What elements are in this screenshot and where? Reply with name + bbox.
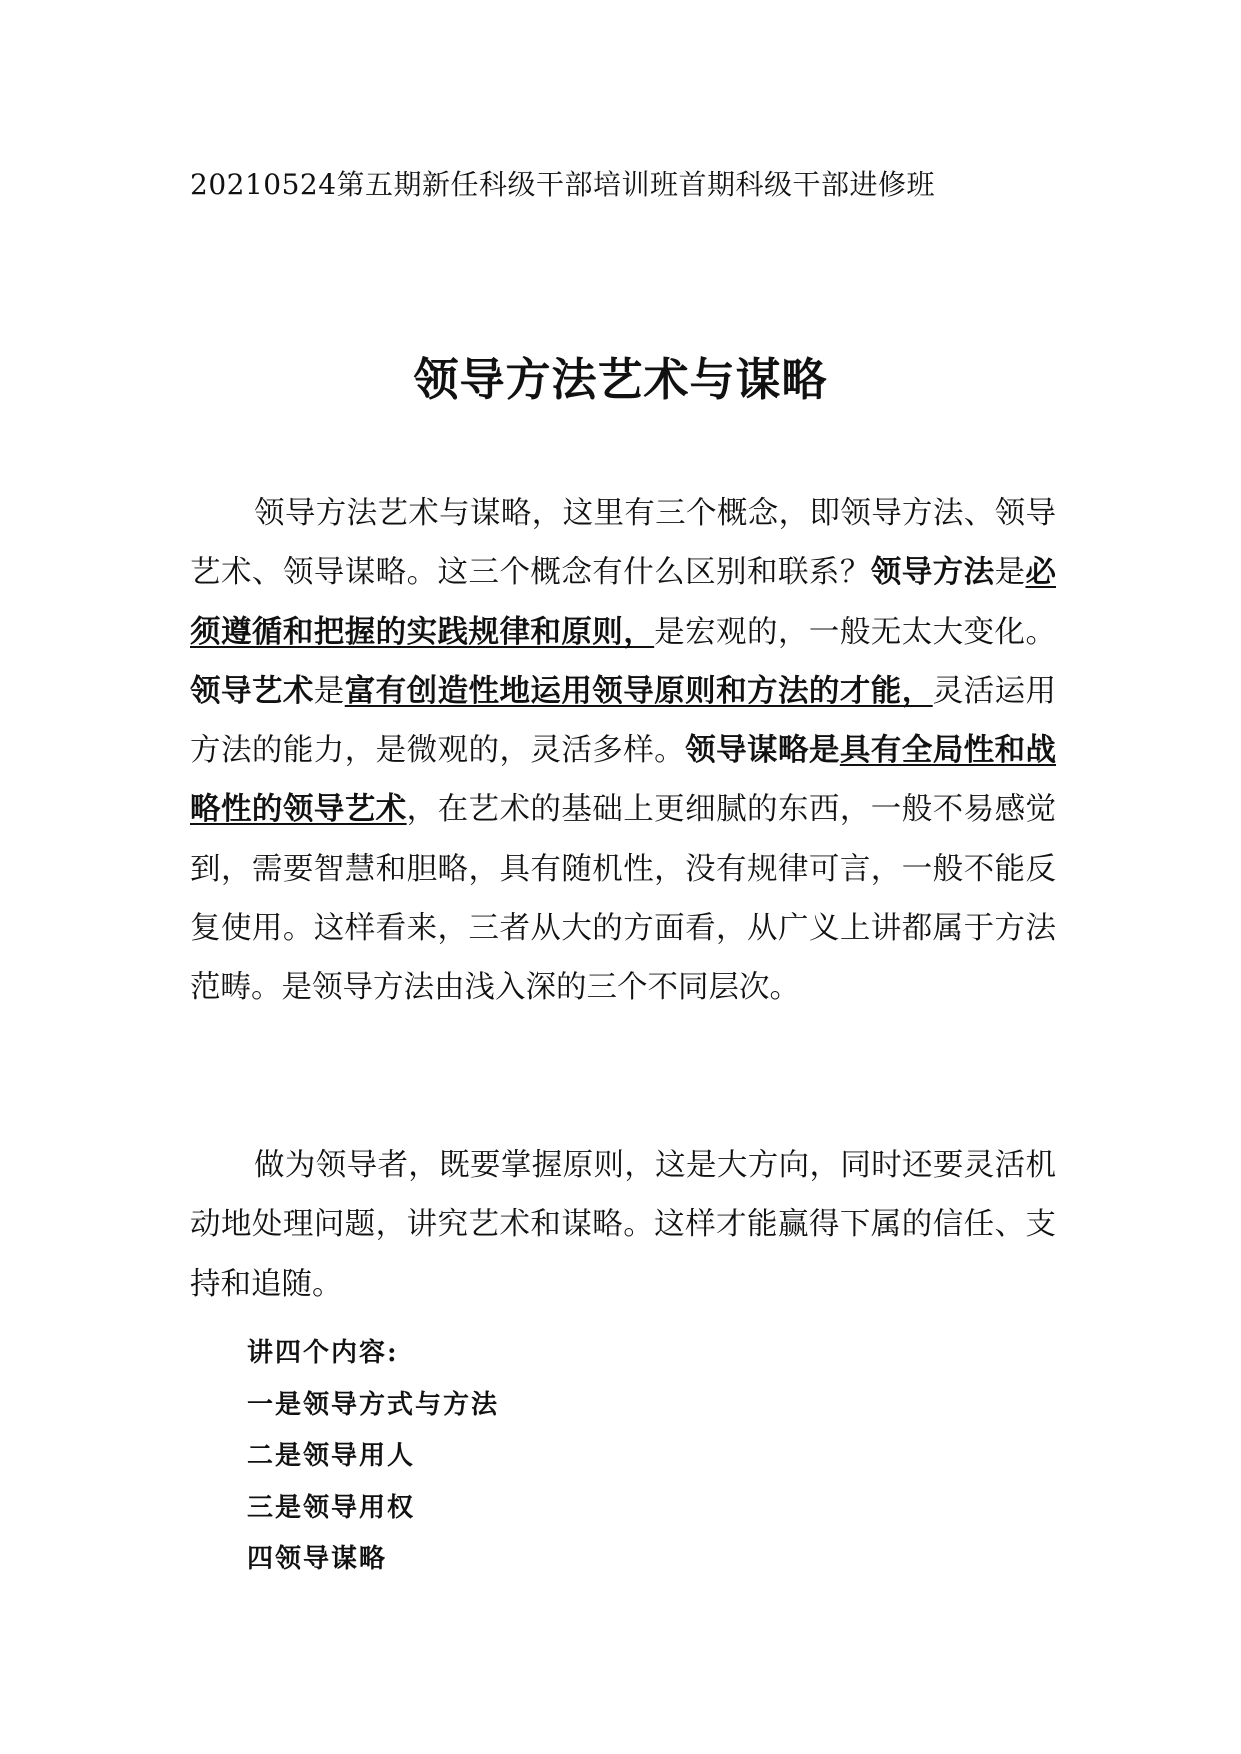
outline-item: 二是领导用人: [247, 1441, 416, 1471]
paragraph-text: 是: [994, 555, 1026, 591]
course-header: 20210524第五期新任科级干部培训班首期科级干部进修班: [190, 168, 936, 201]
term-leadership-method: 领导方法: [870, 554, 995, 591]
paragraph-text: ，在艺术的基础上更细腻的东西，一般不易感觉到，需要智慧和胆略，具有随机性，没有规律可言，一般不能反复使用。这样看来，三者从大的方面看，从广义上讲都属于方法范畴。是领导方法由浅入深的三个不同层次。: [190, 792, 1057, 1006]
definition-leadership-art: 富有创造性地运用领导原则和方法的才能，: [344, 672, 933, 709]
paragraph-text: 是宏观的，一般无太大变化。: [654, 614, 1057, 650]
outline-heading: 讲四个内容:: [247, 1338, 399, 1368]
paragraph-text: 领导方法艺术与谋略，这里有三个概念，即领导方法、领导艺术、领导谋略。这三个概念有什么区别和联系？: [190, 496, 1056, 591]
paragraph-text: 是: [313, 673, 345, 709]
outline-item: 一是领导方式与方法: [247, 1389, 500, 1420]
content-outline: [247, 1328, 499, 1586]
definition-leadership-strategy: 具有全局性和战略性的领导艺术: [190, 732, 1057, 828]
paragraph-text: 灵活运用方法的能力，是微观的，灵活多样。: [190, 673, 1057, 769]
outline-item: 三是领导用权: [247, 1492, 416, 1523]
intro-paragraph: [190, 484, 1056, 1018]
leader-paragraph: 做为领导者，既要掌握原则，这是大方向，同时还要灵活机动地处理问题，讲究艺术和谋略。这样才能赢得下属的信任、支持和追随。: [190, 1148, 1056, 1302]
document-title: 领导方法艺术与谋略: [413, 353, 828, 406]
outline-item: 四领导谋略: [247, 1544, 388, 1574]
term-leadership-art: 领导艺术: [190, 672, 314, 709]
term-leadership-strategy: 领导谋略是: [685, 732, 840, 769]
definition-leadership-method: 必须遵循和把握的实践规律和原则，: [190, 554, 1057, 650]
